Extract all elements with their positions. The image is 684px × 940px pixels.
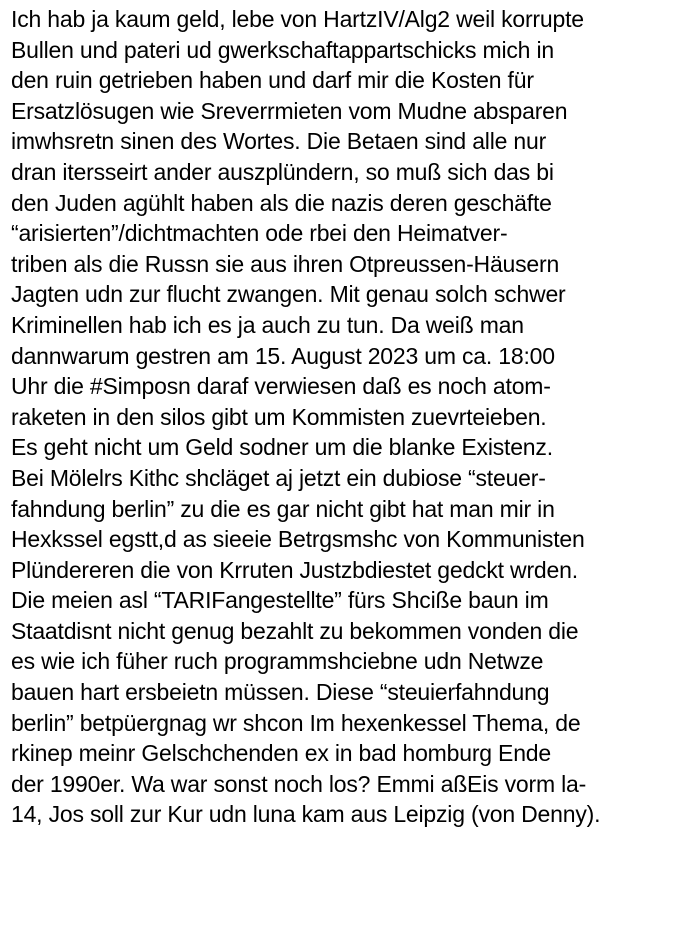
text-line: Ich hab ja kaum geld, lebe von HartzIV/Alg2 weil korrupte (11, 6, 584, 32)
body-text (11, 4, 679, 830)
text-line: 14, Jos soll zur Kur udn luna kam aus Leipzig (von Denny). (11, 801, 601, 828)
text-line: den Juden agühlt haben als die nazis deren geschäfte (11, 189, 552, 216)
text-line: dran itersseirt ander auszplündern, so muß sich das bi (11, 158, 554, 185)
text-line: berlin” betpüergnag wr shcon Im hexenkessel Thema, de (11, 709, 581, 736)
text-line: Es geht nicht um Geld sodner um die blanke Existenz. (11, 434, 553, 461)
text-line: Uhr die #Simposn daraf verwiesen daß es noch atom- (11, 373, 551, 400)
text-line: Bei Mölelrs Kithc shcläget aj jetzt ein dubiose “steuer- (11, 464, 546, 491)
text-line: Staatdisnt nicht genug bezahlt zu bekommen vonden die (11, 617, 579, 644)
text-line: bauen hart ersbeietn müssen. Diese “steuierfahndung (11, 679, 550, 706)
text-line: Hexkssel egstt,d as sieeie Betrgsmshc von Kommunisten (11, 526, 585, 553)
text-line: fahndung berlin” zu die es gar nicht gibt hat man mir in (11, 495, 555, 522)
text-line: den ruin getrieben haben und darf mir die Kosten für (11, 67, 534, 94)
text-line: Bullen und pateri ud gwerkschaftappartschicks mich in (11, 36, 554, 63)
text-line: Jagten udn zur flucht zwangen. Mit genau solch schwer (11, 281, 566, 308)
text-line: triben als die Russn sie aus ihren Otpreussen-Häusern (11, 250, 560, 277)
text-line: der 1990er. Wa war sonst noch los? Emmi aßEis vorm la- (11, 770, 587, 797)
text-line: dannwarum gestren am 15. August 2023 um ca. 18:00 (11, 342, 555, 369)
text-line: es wie ich füher ruch programmshciebne udn Netwze (11, 648, 544, 675)
text-line: raketen in den silos gibt um Kommisten zuevrteieben. (11, 403, 547, 430)
text-line: rkinep meinr Gelschchenden ex in bad homburg Ende (11, 740, 551, 767)
text-line: Plündereren die von Krruten Justzbdiestet gedckt wrden. (11, 556, 578, 583)
text-line: Die meien asl “TARIFangestellte” fürs Shciße baun im (11, 587, 549, 614)
text-line: Ersatzlösugen wie Sreverrmieten vom Mudne absparen (11, 97, 568, 124)
text-line: “arisierten”/dichtmachten ode rbei den Heimatver- (11, 220, 508, 247)
text-line: imwhsretn sinen des Wortes. Die Betaen sind alle nur (11, 128, 547, 155)
text-line: Kriminellen hab ich es ja auch zu tun. Da weiß man (11, 311, 524, 338)
